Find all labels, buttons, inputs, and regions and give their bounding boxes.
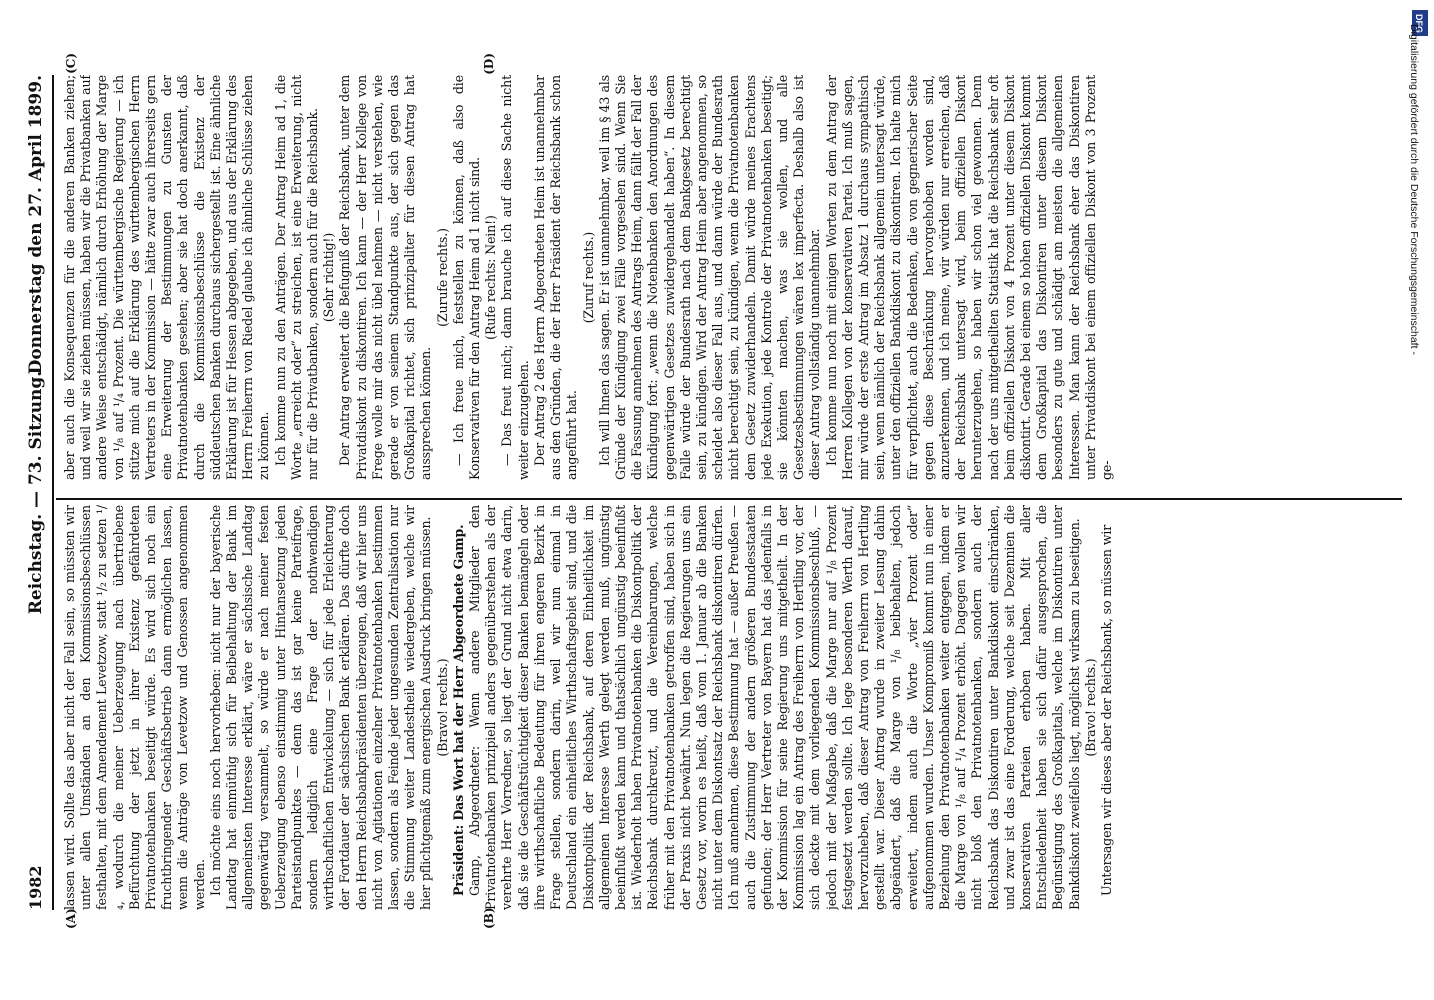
header-rule	[52, 75, 54, 910]
page-header	[20, 75, 50, 910]
digitization-notice: Digitalisierung gefördert durch die Deutsche Forschungsgemeinschaft -	[1408, 24, 1420, 355]
dfg-logo-icon: DFG	[1412, 10, 1428, 36]
page-number: 1982	[26, 865, 45, 910]
paragraph: Ich will Ihnen das sagen. Er ist unannehmbar, weil im § 43 als Gründe der Kündigung zwei Fälle vorgesehen sind. Wenn Sie die Fassung annehmen des Antrags Heim, dann fällt der Fall der Kündigung fort: „wenn die Notenbanken den Anordnungen des gegenwärtigen Gesetzes zuwidergehandelt haben“. In diesem Falle würde der Bundesrath nach dem Bankgesetz berechtigt sein, zu kündigen. Wird der Antrag Heim aber angenommen, so scheidet also dieser Fall aus, und dann würde der Bundesrath nicht berechtigt sein, zu kündigen, wenn die Privatnotenbanken dem Gesetz zuwiderhandeln. Damit würde meines Erachtens jede Exekution, jede Kontrole der Privatnotenbanken beseitigt; sie könnten machen, was sie wollen, und alle Gesetzesbestimmungen wären lex imperfecta. Deshalb also ist dieser Antrag vollständig unannehmbar.	[596, 75, 823, 480]
paragraph: Ich komme nun noch mit einigen Worten zu dem Antrag der Herren Kollegen von der konservativen Partei. Ich muß sagen, mir würde der erste Antrag im Absatz 1 durchaus sympathisch sein, wenn nämlich der Reichsbank allgemein untersagt würde, unter den offiziellen Bankdiskont zu diskontiren. Ich halte mich für verpflichtet, auch die Bedenken, die von gegnerischer Seite gegen diese Beschränkung hervorgehoben worden sind, anzuerkennen, und ich meine, wir würden nur erreichen, daß der Reichsbank untersagt wird, beim offiziellen Diskont herunterzugehen, so haben wir schon viel gewonnen. Denn nach der uns mitgetheilten Statistik hat die Reichsbank sehr oft beim offiziellen Diskont von 4 Prozent unter diesem Diskont diskontirt. Gerade bei einem so hohen offiziellen Diskont kommt dem Großkapital das Diskontiren unter diesem Diskont besonders zu gute und schädigt am meisten die allgemeinen Interessen. Man kann der Reichsbank eher das Diskontiren unter Privatdiskont bei einem offiziellen Diskont von 3 Prozent ge-	[823, 75, 1114, 480]
paragraph: Der Antrag erweitert die Befugniß der Reichsbank, unter dem Privatdiskont zu diskontiren. Ich kann — der Herr Kollege von Frege wolle mir das nicht übel nehmen — nicht verstehen, wie gerade er von seinem Standpunkte aus, der sich gegen das Großkapital richtet, sich prinzipaliter für diesen Antrag hat aussprechen können.	[337, 75, 434, 480]
digitization-stamp	[1408, 6, 1432, 996]
paragraph: Der Antrag 2 des Herrn Abgeordneten Heim ist unannehmbar aus den Gründen, die der Herr Präsident der Reichsbank schon angeführt hat.	[531, 75, 580, 480]
paragraph: Untersagen wir dieses aber der Reichsbank, so müssen wir	[1099, 524, 1114, 896]
interjection: (Sehr richtig!)	[321, 232, 337, 323]
column-divider	[56, 498, 1402, 500]
margin-marker-a: (A)	[64, 908, 78, 929]
header-session: Reichstag. — 73. Sitzung.	[26, 370, 46, 615]
left-column	[62, 505, 1412, 910]
paragraph: — Ich freue mich, feststellen zu können, daß also die Konservativen für den Antrag Heim ad 1 nicht sind.	[450, 75, 483, 480]
paragraph: aber auch die Konsequenzen für die anderen Banken ziehen; und weil wir sie ziehen müssen, haben wir die Privatbanken auf andere Weise entschädigt, nämlich durch Erhöhung der Marge von ¹/₈ auf ¹/₄ Prozent. Die württembergische Regierung — ich stütze mich auf die Erklärung des württembergischen Herrn Vertreters in der Kommission — hätte zwar auch ihrerseits gern eine Erweiterung der Bestimmungen zu Gunsten der Privatnotenbanken gesehen; aber sie hat doch anerkannt, daß durch die Kommissionsbeschlüsse die Existenz der süddeutschen Banken durchaus sichergestellt ist. Eine ähnliche Erklärung ist für Hessen abgegeben, und aus der Erklärung des Herrn Freiherrn von Riedel glaube ich ähnliche Schlüsse ziehen zu können.	[62, 75, 272, 480]
interjection: (Bravo! rechts.)	[1082, 658, 1098, 757]
paragraph: Ich möchte eins noch hervorheben: nicht nur der bayerische Landtag hat einmüthig sich für Beibehaltung der Bank im allgemeinsten Interesse erklärt, wäre er sächsische Landtag gegenwärtig versammelt, so würde er nach meiner festen Ueberzeugung ebenso einstimmig unter Hintansetzung jeden Parteistandpunktes — denn das ist gar keine Parteifrage, sondern lediglich eine Frage der nothwendigen wirthschaftlichen Entwickelung — sich für jede Erleichterung der Fortdauer der sächsischen Bank erklären. Das dürfte doch den Herrn Reichsbankpräsidenten überzeugen, daß wir hier uns nicht von Agitationen einzelner Privatnotenbanken bestimmen lassen, sondern als Feinde jeder ungesunden Zentralisation nur die Stimmung weiter Landestheile wiedergeben, welche wir hier pflichtgemäß zum energischen Ausdruck bringen müssen.	[207, 505, 434, 910]
paragraph: lassen wird. Sollte das aber nicht der Fall sein, so müssten wir unter allen Umständen an den Kommissionsbeschlüssen festhalten, mit dem Amendement Levetzow, statt ¹/₂ zu setzen ¹/₄, wodurch die meiner Ueberzeugung nach übertriebene Befürchtung der jetzt in ihrer Existenz gefährdeten Privatnotenbanken beseitigt würde. Es wird sich noch ein fruchtbringender Geschäftsbetrieb dann ermöglichen lassen, wenn die Anträge von Levetzow und Genossen angenommen werden.	[62, 505, 207, 910]
interjection: (Bravo! rechts.)	[434, 658, 450, 757]
paragraph: — Das freut mich; dann brauche ich auf diese Sache nicht weiter einzugehen.	[499, 75, 531, 480]
paragraph: Gamp, Abgeordneter: Wenn andere Mitglieder den Privatnotenbanken prinzipiell anders gegenüberstehen als der verehrte Herr Vorredner, so liegt der Grund nicht etwa darin, daß sie die Geschäftstüchtigkeit dieser Banken bemängeln oder ihre wirthschaftliche Bedeutung für ihren engeren Bezirk in Frage stellen, sondern darin, weil wir nun einmal in Deutschland ein einheitliches Wirthschaftsgebiet sind, und die Diskontpolitik der Reichsbank, auf deren Einheitlichkeit im allgemeinen Interesse Werth gelegt werden muß, ungünstig beeinflußt werden kann und thatsächlich ungünstig beeinflußt ist. Wiederholt haben Privatnotenbanken die Diskontpolitik der Reichsbank durchkreuzt, und die Vereinbarungen, welche früher mit den Privatnotenbanken getroffen sind, haben sich in der Praxis nicht bewährt. Nun legen die Regierungen uns ein Gesetz vor, worin es heißt, daß vom 1. Januar ab die Banken nicht unter dem Diskontsatz der Reichsbank diskontiren dürfen. Ich muß annehmen, diese Bestimmung hat — außer Preußen — auch die Zustimmung der andern größeren Bundesstaaten gefunden; der Herr Vertreter von Bayern hat das jedenfalls in der Kommission für seine Regierung uns mitgetheilt. In der Kommission lag ein Antrag des Freiherrn von Hertling vor, der sich deckte mit dem vorliegenden Kommissionsbeschluß, — jedoch mit der Maßgabe, daß die Marge nur auf ¹/₈ Prozent festgesetzt werden sollte. Ich lege besonderen Werth darauf, hervorzuheben, daß dieser Antrag von Freiherrn von Hertling gestellt war. Dieser Antrag wurde in zweiter Lesung dahin abgeändert, daß die Marge von ¹/₈ beibehalten, jedoch erweitert, indem auch die Worte „vier Prozent oder“ aufgenommen wurden. Unser Kompromiß kommt nun in einer Beziehung den Privatnotenbanken weiter entgegen, indem er die Marge von ¹/₈ auf ¹/₄ Prozent erhöht. Dagegen wollen wir nicht bloß den Privatnotenbanken, sondern auch der Reichsbank das Diskontiren unter Bankdiskont einschränken, und zwar ist das eine Forderung, welche seit Dezennien die konservativen Parteien erhoben haben. Mit aller Entschiedenheit haben sie sich dafür ausgesprochen, die Begünstigung des Großkapitals, welche im Diskontiren unter Bankdiskont zweifellos liegt, möglichst wirksam zu beseitigen.	[467, 505, 1082, 910]
margin-marker-b: (B)	[482, 907, 496, 929]
rotated-page	[12, 35, 1422, 965]
header-date: Donnerstag den 27. April 1899.	[26, 75, 46, 375]
interjection: (Rufe rechts: Nein!)	[483, 215, 499, 340]
margin-marker-c: (C)	[64, 53, 78, 74]
speaker-paragraph: Präsident: Das Wort hat der Herr Abgeordnete Gamp.	[450, 524, 466, 896]
interjection: (Zurufe rechts.)	[434, 228, 450, 327]
right-column	[62, 75, 1412, 480]
interjection: (Zuruf rechts.)	[580, 231, 596, 324]
paragraph: Ich komme nun zu den Anträgen. Der Antrag Heim ad 1, die Worte „erreicht oder“ zu streichen, ist eine Erweiterung, nicht nur für die Privatbanken, sondern auch für die Reichsbank.	[272, 75, 321, 480]
margin-marker-d: (D)	[482, 53, 496, 75]
